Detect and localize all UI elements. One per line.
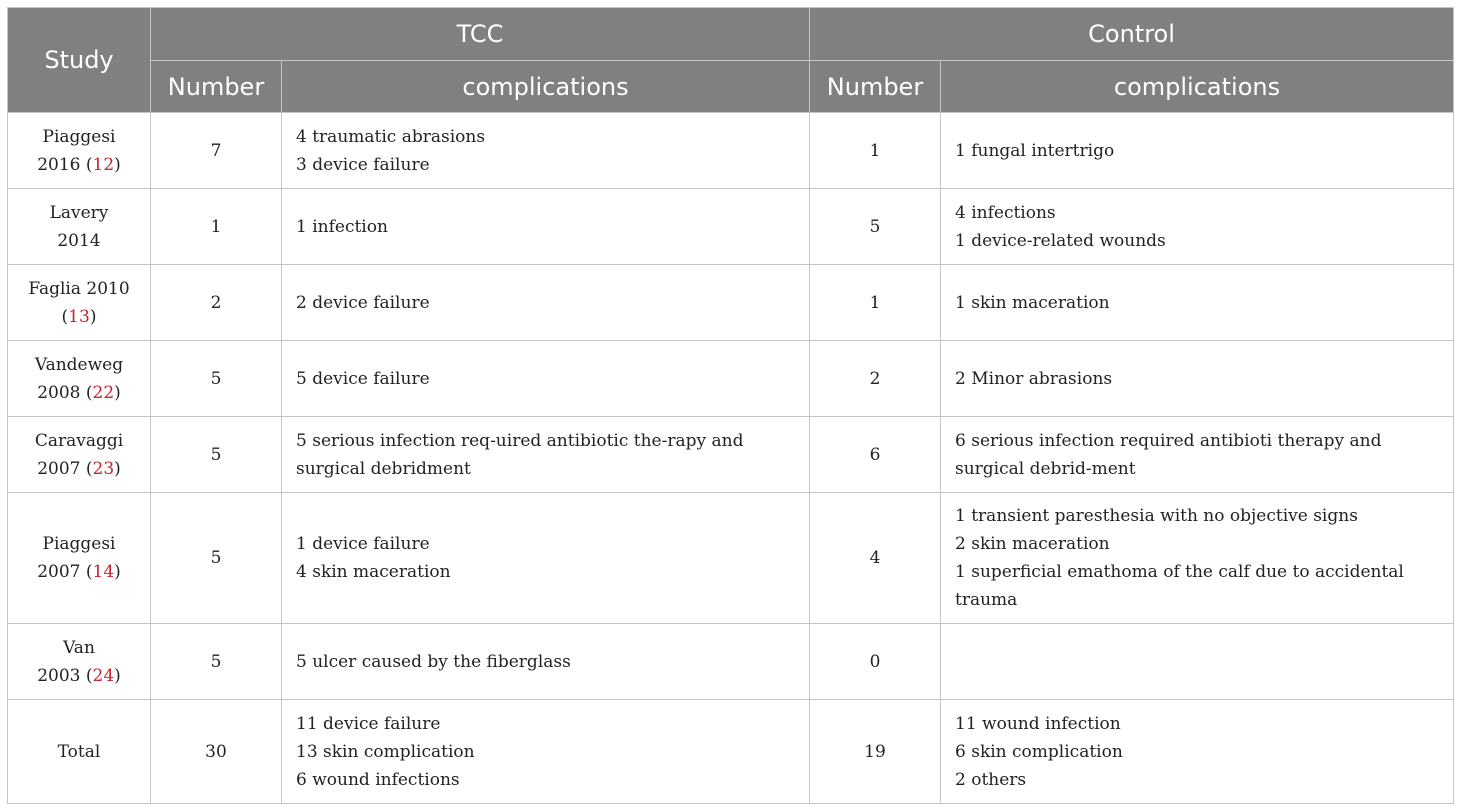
study-year: 2003 (: [37, 665, 93, 686]
study-year: 2016 (: [37, 154, 93, 175]
study-cell: Piaggesi 2016 (12): [8, 113, 151, 189]
study-year: 2008 (: [37, 382, 93, 403]
header-control-complications: complications: [941, 61, 1454, 113]
tcc-number: 2: [151, 265, 282, 341]
table-row: [8, 265, 1454, 341]
total-row: [8, 700, 1454, 804]
header-tcc-group: TCC: [151, 8, 810, 61]
study-cell: Van 2003 (24): [8, 624, 151, 700]
tcc-number: 1: [151, 189, 282, 265]
header-row-columns: [8, 61, 1454, 113]
total-label: Total: [57, 741, 101, 762]
control-number: 1: [810, 265, 941, 341]
study-cell: [8, 700, 151, 804]
study-name: Lavery: [49, 202, 109, 223]
study-cell: [8, 189, 151, 265]
header-tcc-number: Number: [151, 61, 282, 113]
study-year: 2014: [57, 230, 101, 251]
study-cell: Faglia 2010 (13): [8, 265, 151, 341]
control-number: 5: [810, 189, 941, 265]
study-year: (: [61, 306, 69, 327]
table-row: [8, 189, 1454, 265]
reference-link[interactable]: 12: [92, 154, 115, 175]
control-complications: [941, 624, 1454, 700]
study-name: Vandeweg: [34, 354, 124, 375]
reference-link[interactable]: 14: [92, 562, 115, 582]
study-name: Caravaggi: [34, 430, 124, 451]
control-number: 19: [810, 700, 941, 804]
control-complications: 2 Minor abrasions: [941, 341, 1454, 417]
tcc-complications: 4 traumatic abrasions 3 device failure: [282, 113, 810, 189]
study-year: 2007 (: [37, 458, 93, 479]
header-control-number: Number: [810, 61, 941, 113]
complications-table: [7, 7, 1454, 804]
tcc-number: 7: [151, 113, 282, 189]
control-number: 6: [810, 417, 941, 493]
header-tcc-complications: complications: [282, 61, 810, 113]
study-year: 2007 (: [37, 562, 93, 582]
tcc-number: 5: [151, 341, 282, 417]
table-row: [8, 624, 1454, 700]
study-cell: Vandeweg 2008 (22): [8, 341, 151, 417]
reference-link[interactable]: 22: [92, 382, 115, 403]
tcc-number: 5: [151, 493, 282, 624]
control-complications: 1 fungal intertrigo: [941, 113, 1454, 189]
control-complications: 1 transient paresthesia with no objective signs 2 skin maceration 1 superficial emathoma of the calf due to accidental trauma: [941, 493, 1454, 624]
table-row: [8, 113, 1454, 189]
tcc-number: 5: [151, 417, 282, 493]
study-name: Piaggesi: [42, 126, 116, 147]
table-row: [8, 493, 1454, 624]
control-complications: 4 infections 1 device-related wounds: [941, 189, 1454, 265]
study-name: Piaggesi: [42, 534, 116, 554]
study-cell: Caravaggi 2007 (23): [8, 417, 151, 493]
control-number: 0: [810, 624, 941, 700]
study-name: Faglia 2010: [28, 278, 130, 299]
control-number: 4: [810, 493, 941, 624]
tcc-complications: 11 device failure 13 skin complication 6 wound infections: [282, 700, 810, 804]
table-row: [8, 341, 1454, 417]
tcc-complications: 5 device failure: [282, 341, 810, 417]
tcc-complications: 1 infection: [282, 189, 810, 265]
control-number: 1: [810, 113, 941, 189]
control-complications: 11 wound infection 6 skin complication 2 others: [941, 700, 1454, 804]
tcc-number: 5: [151, 624, 282, 700]
study-cell: Piaggesi 2007 (14): [8, 493, 151, 624]
study-name: Van: [63, 637, 95, 658]
control-number: 2: [810, 341, 941, 417]
tcc-number: 30: [151, 700, 282, 804]
tcc-complications: 5 ulcer caused by the fiberglass: [282, 624, 810, 700]
tcc-complications: 5 serious infection req-uired antibiotic the-rapy and surgical debridment: [282, 417, 810, 493]
tcc-complications: 1 device failure 4 skin maceration: [282, 493, 810, 624]
reference-link[interactable]: 13: [68, 306, 90, 327]
reference-link[interactable]: 23: [92, 458, 115, 479]
control-complications: 6 serious infection required antibioti therapy and surgical debrid-ment: [941, 417, 1454, 493]
header-study: Study: [8, 8, 151, 113]
tcc-complications: 2 device failure: [282, 265, 810, 341]
reference-link[interactable]: 24: [92, 665, 115, 686]
control-complications: 1 skin maceration: [941, 265, 1454, 341]
table-row: [8, 417, 1454, 493]
header-control-group: Control: [810, 8, 1454, 61]
header-row-groups: [8, 8, 1454, 61]
